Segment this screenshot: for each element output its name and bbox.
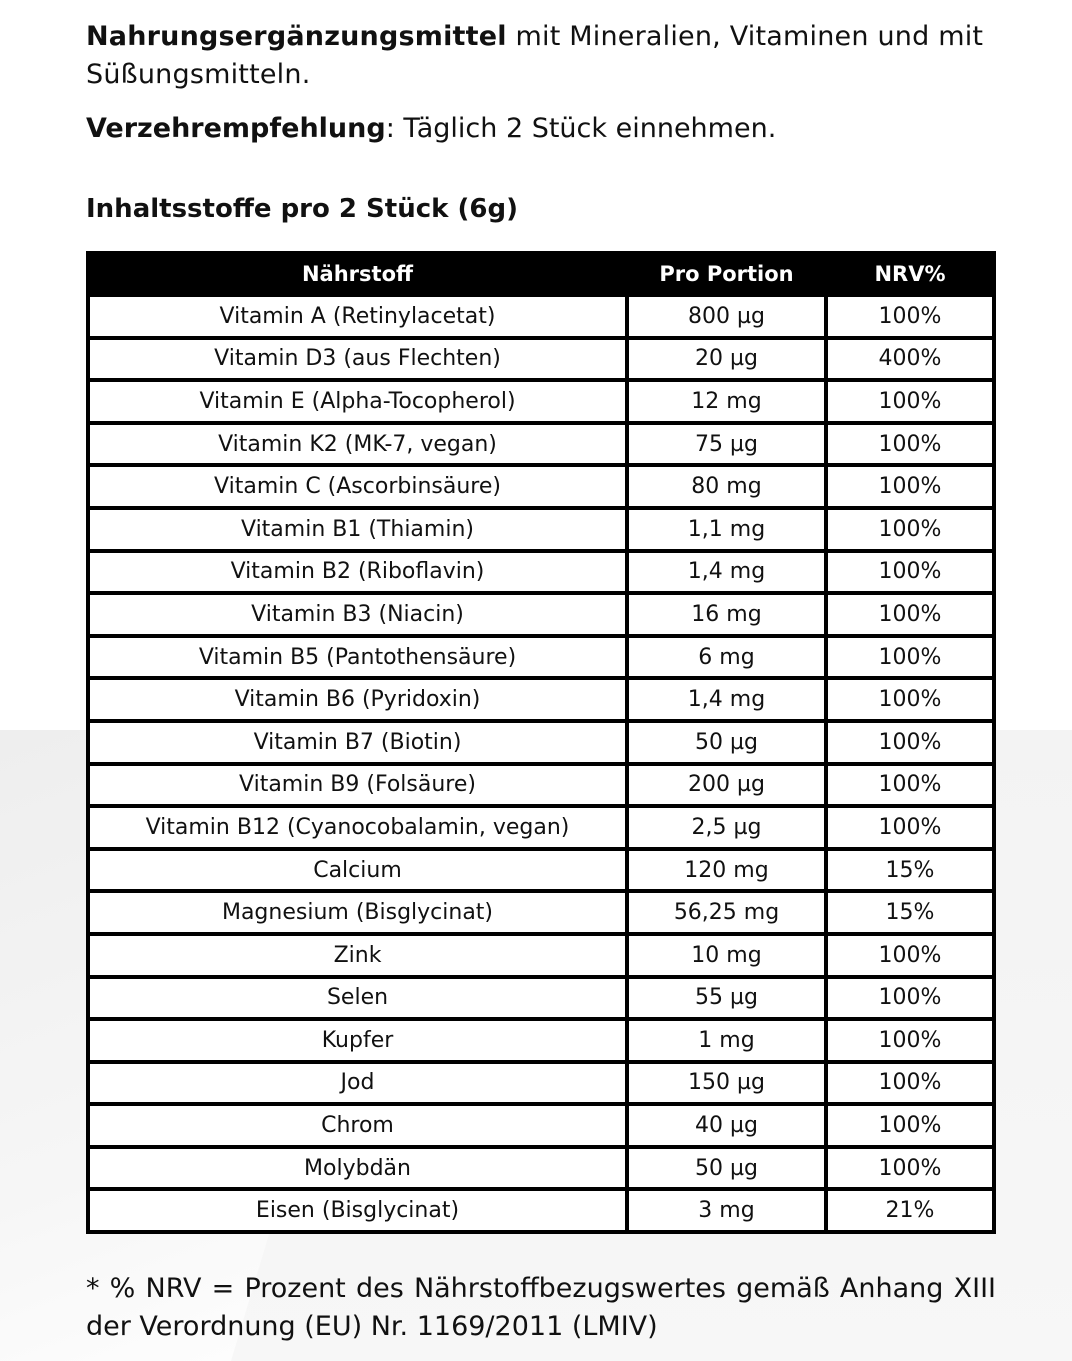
portion-amount-cell: 1 mg — [629, 1021, 824, 1060]
nrv-percent-cell: 100% — [828, 808, 992, 847]
table-row — [90, 723, 992, 762]
portion-amount-cell: 12 mg — [629, 382, 824, 421]
portion-amount-cell: 120 mg — [629, 851, 824, 890]
table-row — [90, 340, 992, 379]
nutrient-name-cell: Vitamin B9 (Folsäure) — [90, 766, 625, 805]
table-header-row — [90, 255, 992, 293]
nutrient-name-cell: Vitamin B1 (Thiamin) — [90, 510, 625, 549]
nutrient-name-cell: Chrom — [90, 1106, 625, 1145]
table-row — [90, 1064, 992, 1103]
table-row — [90, 638, 992, 677]
nutrient-name-cell: Eisen (Bisglycinat) — [90, 1191, 625, 1230]
nrv-percent-cell: 100% — [828, 1106, 992, 1145]
nutrient-name-cell: Vitamin E (Alpha-Tocopherol) — [90, 382, 625, 421]
product-description — [86, 18, 996, 94]
portion-amount-cell: 200 µg — [629, 766, 824, 805]
nutrient-name-cell: Vitamin B7 (Biotin) — [90, 723, 625, 762]
nutrient-name-cell: Jod — [90, 1064, 625, 1103]
portion-amount-cell: 55 µg — [629, 979, 824, 1018]
header-per-portion: Pro Portion — [629, 255, 824, 293]
product-description-text: mit Mineralien, Vitaminen und mit Süßungsmitteln. — [86, 21, 984, 90]
table-row — [90, 808, 992, 847]
nutrient-name-cell: Vitamin D3 (aus Flechten) — [90, 340, 625, 379]
portion-amount-cell: 10 mg — [629, 936, 824, 975]
table-row — [90, 1106, 992, 1145]
table-row — [90, 553, 992, 592]
nutrient-name-cell: Selen — [90, 979, 625, 1018]
table-row — [90, 382, 992, 421]
portion-amount-cell: 56,25 mg — [629, 893, 824, 932]
table-row — [90, 1021, 992, 1060]
nrv-percent-cell: 100% — [828, 510, 992, 549]
portion-amount-cell: 80 mg — [629, 467, 824, 506]
nrv-percent-cell: 100% — [828, 425, 992, 464]
product-type-label: Nahrungsergänzungsmittel — [86, 21, 507, 52]
nutrient-name-cell: Vitamin B2 (Riboflavin) — [90, 553, 625, 592]
nrv-percent-cell: 100% — [828, 1021, 992, 1060]
nutrient-name-cell: Vitamin C (Ascorbinsäure) — [90, 467, 625, 506]
table-row — [90, 425, 992, 464]
header-nrv: NRV% — [828, 255, 992, 293]
table-row — [90, 680, 992, 719]
nutrient-name-cell: Vitamin B5 (Pantothensäure) — [90, 638, 625, 677]
nrv-percent-cell: 100% — [828, 936, 992, 975]
portion-amount-cell: 50 µg — [629, 723, 824, 762]
nrv-percent-cell: 100% — [828, 1149, 992, 1188]
footnote: * % NRV = Prozent des Nährstoffbezugswertes gemäß Anhang XIII der Verordnung (EU) Nr. 1169/2011 (LMIV) — [86, 1273, 996, 1342]
nrv-percent-cell: 100% — [828, 382, 992, 421]
nutrient-table — [86, 251, 996, 1234]
portion-amount-cell: 16 mg — [629, 595, 824, 634]
table-body — [90, 297, 992, 1230]
table-row — [90, 766, 992, 805]
dosage-label: Verzehrempfehlung — [86, 113, 386, 144]
nrv-percent-cell: 100% — [828, 553, 992, 592]
nrv-percent-cell: 100% — [828, 766, 992, 805]
nutrient-name-cell: Calcium — [90, 851, 625, 890]
portion-amount-cell: 1,4 mg — [629, 680, 824, 719]
portion-amount-cell: 20 µg — [629, 340, 824, 379]
table-row — [90, 851, 992, 890]
nrv-percent-cell: 100% — [828, 723, 992, 762]
nutrient-name-cell: Vitamin B3 (Niacin) — [90, 595, 625, 634]
nrv-percent-cell: 21% — [828, 1191, 992, 1230]
nrv-percent-cell: 400% — [828, 340, 992, 379]
header-nutrient: Nährstoff — [90, 255, 625, 293]
table-row — [90, 893, 992, 932]
portion-amount-cell: 150 µg — [629, 1064, 824, 1103]
nutrient-name-cell: Vitamin B12 (Cyanocobalamin, vegan) — [90, 808, 625, 847]
portion-amount-cell: 2,5 µg — [629, 808, 824, 847]
portion-amount-cell: 40 µg — [629, 1106, 824, 1145]
nutrient-name-cell: Magnesium (Bisglycinat) — [90, 893, 625, 932]
table-row — [90, 467, 992, 506]
nutrient-name-cell: Vitamin K2 (MK-7, vegan) — [90, 425, 625, 464]
nutrient-name-cell: Kupfer — [90, 1021, 625, 1060]
nrv-percent-cell: 100% — [828, 979, 992, 1018]
nrv-percent-cell: 15% — [828, 851, 992, 890]
portion-amount-cell: 800 µg — [629, 297, 824, 336]
nutrient-name-cell: Molybdän — [90, 1149, 625, 1188]
nrv-percent-cell: 100% — [828, 680, 992, 719]
portion-amount-cell: 6 mg — [629, 638, 824, 677]
table-row — [90, 595, 992, 634]
ingredients-heading: Inhaltsstoffe pro 2 Stück (6g) — [86, 194, 518, 224]
table-row — [90, 979, 992, 1018]
table-row — [90, 297, 992, 336]
table-row — [90, 510, 992, 549]
nutrient-name-cell: Vitamin A (Retinylacetat) — [90, 297, 625, 336]
table-row — [90, 936, 992, 975]
dosage-text: : Täglich 2 Stück einnehmen. — [385, 113, 777, 144]
table-row — [90, 1191, 992, 1230]
portion-amount-cell: 3 mg — [629, 1191, 824, 1230]
portion-amount-cell: 1,1 mg — [629, 510, 824, 549]
nrv-percent-cell: 100% — [828, 467, 992, 506]
nrv-percent-cell: 100% — [828, 297, 992, 336]
portion-amount-cell: 1,4 mg — [629, 553, 824, 592]
nutrient-name-cell: Zink — [90, 936, 625, 975]
dosage-recommendation — [86, 110, 996, 148]
nrv-percent-cell: 100% — [828, 1064, 992, 1103]
nutrient-name-cell: Vitamin B6 (Pyridoxin) — [90, 680, 625, 719]
nrv-percent-cell: 100% — [828, 595, 992, 634]
nrv-percent-cell: 100% — [828, 638, 992, 677]
nrv-percent-cell: 15% — [828, 893, 992, 932]
table-row — [90, 1149, 992, 1188]
portion-amount-cell: 50 µg — [629, 1149, 824, 1188]
portion-amount-cell: 75 µg — [629, 425, 824, 464]
